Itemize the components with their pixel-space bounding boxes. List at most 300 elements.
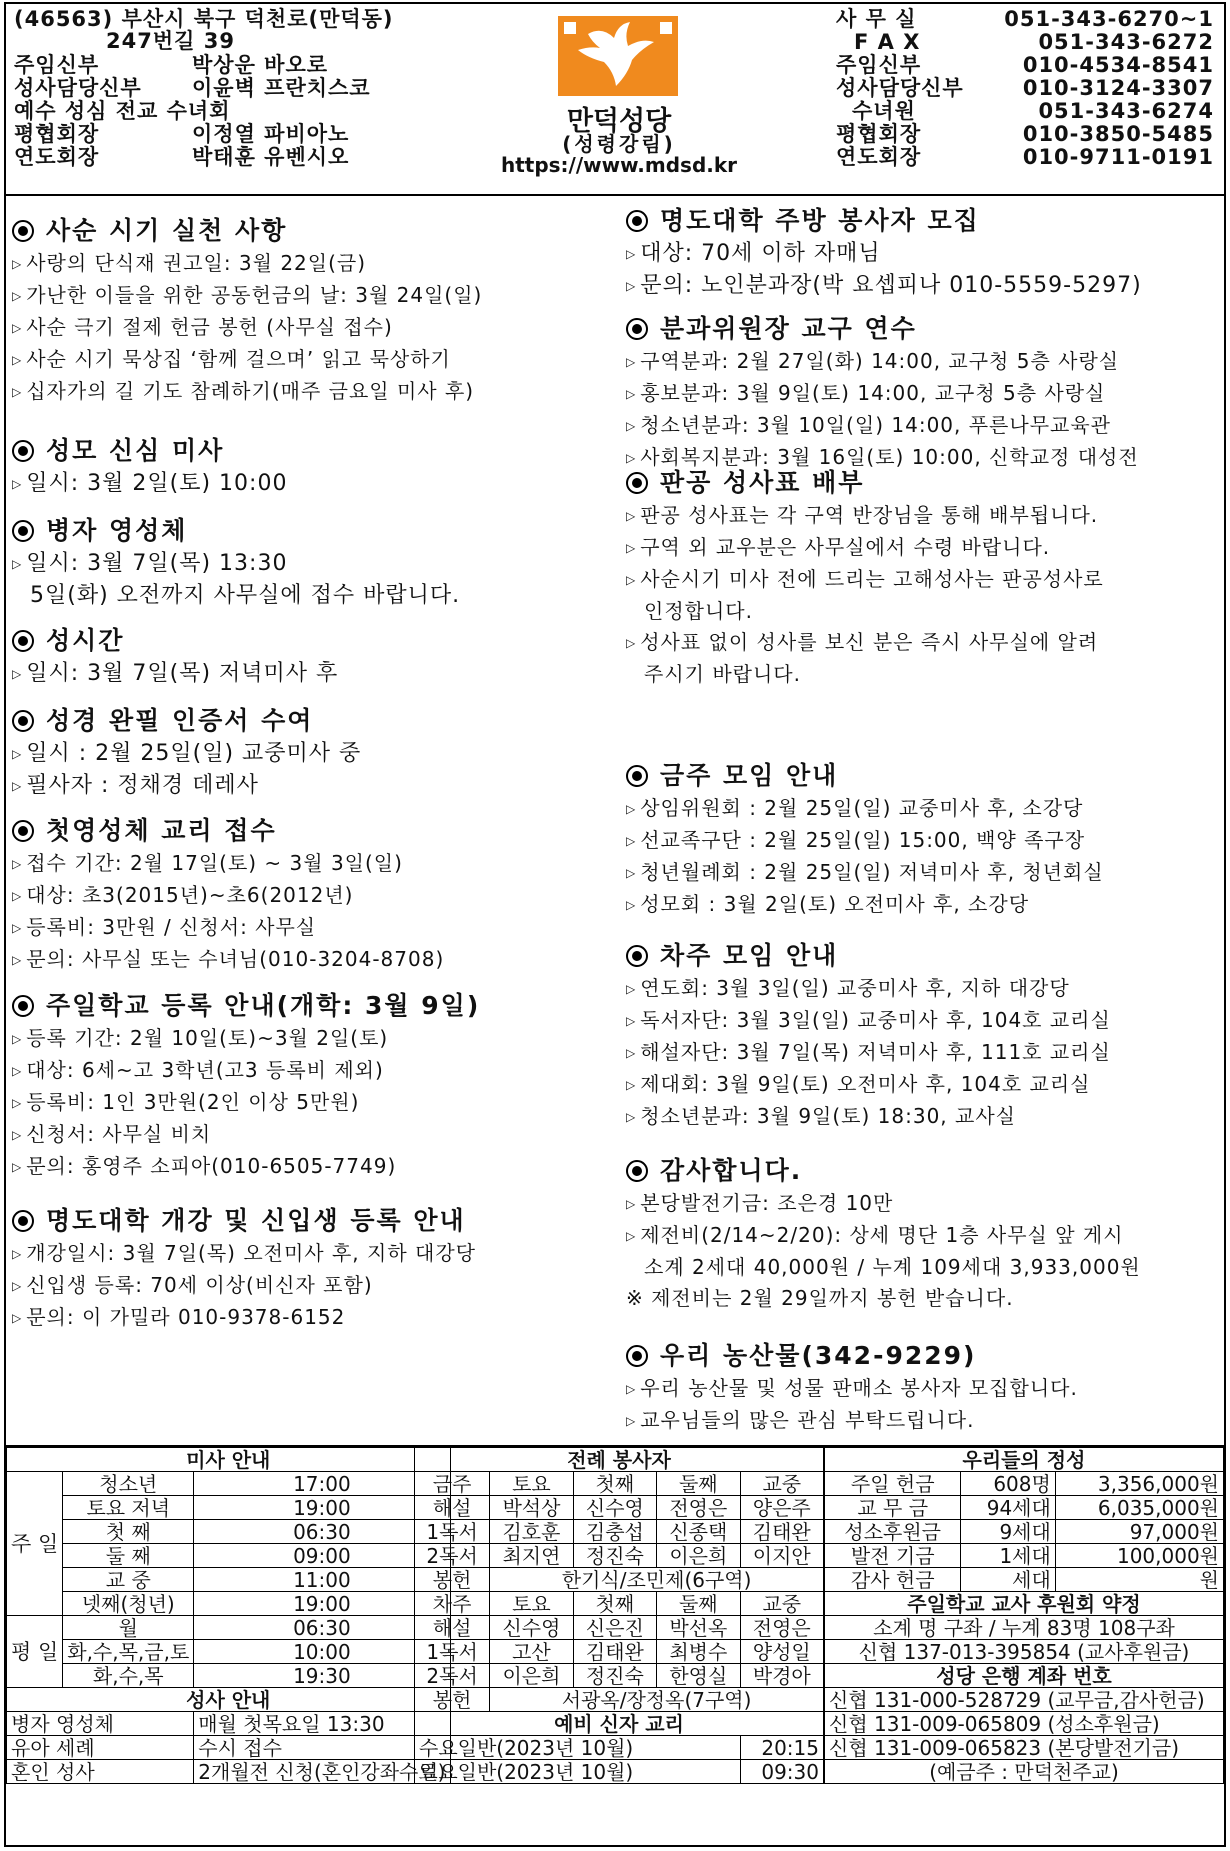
table-cell: 전영은 xyxy=(657,1496,740,1520)
section-sunday-school xyxy=(12,989,612,1183)
list-item-continued: 인정합니다. xyxy=(644,599,753,623)
table-cell: 토요 xyxy=(490,1592,573,1616)
weekday-label: 평 일 xyxy=(7,1616,63,1688)
section-title: 판공 성사표 배부 xyxy=(626,466,1224,500)
table-row xyxy=(7,1592,451,1616)
list-item-continued: 소계 2세대 40,000원 / 누계 109세대 3,933,000원 xyxy=(644,1255,1141,1279)
section-title: 감사합니다. xyxy=(626,1154,1224,1188)
bulletin-header xyxy=(6,4,1224,196)
list-item: ▷ 등록비: 3만원 / 신청서: 사무실 xyxy=(12,915,317,939)
triangle-icon: ▷ xyxy=(626,419,637,433)
list-item: ▷ 독서자단: 3월 3일(일) 교중미사 후, 104호 교리실 xyxy=(626,1008,1111,1032)
triangle-icon: ▷ xyxy=(626,573,637,587)
triangle-icon: ▷ xyxy=(12,889,23,903)
contact-phone-2: 010-4534-8541 xyxy=(1022,53,1214,77)
table-cell: 19:00 xyxy=(194,1592,450,1616)
triangle-icon: ▷ xyxy=(12,1160,23,1174)
staff-name-0: 박상운 바오로 xyxy=(192,53,329,77)
contact-label-1: F A X xyxy=(854,30,921,54)
section-bullet-icon xyxy=(12,520,34,542)
section-committee-training xyxy=(626,312,1224,474)
section-title: 사순 시기 실천 사항 xyxy=(12,214,612,248)
triangle-icon: ▷ xyxy=(626,1197,637,1211)
list-item: ▷ 구역 외 교우분은 사무실에서 수령 바랍니다. xyxy=(626,535,1051,559)
triangle-icon: ▷ xyxy=(12,1311,23,1325)
triangle-icon: ▷ xyxy=(12,1247,23,1261)
table-cell: 김태완 xyxy=(573,1640,656,1664)
table-cell: 서광옥/장정옥(7구역) xyxy=(490,1688,824,1712)
staff-role-1: 성사담당신부 xyxy=(14,76,142,100)
list-item: ▷ 교우님들의 많은 관심 부탁드립니다. xyxy=(626,1408,975,1432)
table-row xyxy=(415,1664,824,1688)
table-row xyxy=(7,1472,451,1496)
list-item: ▷ 사회복지분과: 3월 16일(토) 10:00, 신학교정 대성전 xyxy=(626,445,1139,469)
table-cell: 1독서 xyxy=(415,1520,490,1544)
table-row xyxy=(7,1520,451,1544)
list-item: ▷ 개강일시: 3월 7일(목) 오전미사 후, 지하 대강당 xyxy=(12,1241,476,1265)
section-bullet-icon xyxy=(12,820,34,842)
parish-name: 만덕성당 xyxy=(566,106,672,137)
contact-label-5: 평협회장 xyxy=(836,122,922,146)
triangle-icon: ▷ xyxy=(12,321,23,335)
staff-role-4: 연도회장 xyxy=(14,145,100,169)
table-cell: 608명 xyxy=(961,1472,1055,1496)
triangle-icon: ▷ xyxy=(626,898,637,912)
triangle-icon: ▷ xyxy=(12,1128,23,1142)
contact-phone-6: 010-9711-0191 xyxy=(1022,145,1214,169)
list-item: ▷ 대상: 6세~고 3학년(고3 등록비 제외) xyxy=(12,1058,384,1082)
section-bullet-icon xyxy=(12,440,34,462)
table-cell: 교중 xyxy=(740,1472,823,1496)
triangle-icon: ▷ xyxy=(12,289,23,303)
section-myungdo-college xyxy=(12,1204,612,1334)
table-row xyxy=(7,1496,451,1520)
contact-phone-5: 010-3850-5485 xyxy=(1022,122,1214,146)
list-item: ▷ 청소년분과: 3월 10일(일) 14:00, 푸른나무교육관 xyxy=(626,413,1111,437)
table-cell: 청소년 xyxy=(63,1472,194,1496)
table-cell: 97,000원 xyxy=(1055,1520,1223,1544)
table-cell: 감사 헌금 xyxy=(825,1568,961,1592)
section-title: 명도대학 주방 봉사자 모집 xyxy=(626,204,1224,238)
section-title: 분과위원장 교구 연수 xyxy=(626,312,1224,346)
table-row xyxy=(7,1760,451,1784)
table-row xyxy=(825,1568,1224,1592)
address-line2: 247번길 39 xyxy=(106,29,235,53)
triangle-icon: ▷ xyxy=(626,982,637,996)
list-item: ▷ 상임위원회 : 2월 25일(일) 교중미사 후, 소강당 xyxy=(626,796,1084,820)
section-title: 성모 신심 미사 xyxy=(12,434,612,468)
table-cell: 신협 137-013-395854 (교사후원금) xyxy=(825,1640,1224,1664)
triangle-icon: ▷ xyxy=(626,636,637,650)
table-cell: 둘째 xyxy=(657,1592,740,1616)
staff-name-3: 이정열 파비아노 xyxy=(192,122,350,146)
list-item: ▷ 신입생 등록: 70세 이상(비신자 포함) xyxy=(12,1273,373,1297)
table-row xyxy=(415,1568,824,1592)
list-item: ▷ 우리 농산물 및 성물 판매소 봉사자 모집합니다. xyxy=(626,1376,1078,1400)
table-cell: 첫째 xyxy=(573,1592,656,1616)
table-cell: 해설 xyxy=(415,1496,490,1520)
address-line1: (46563) 부산시 북구 덕천로(만덕동) xyxy=(14,7,394,31)
triangle-icon: ▷ xyxy=(626,1414,637,1428)
table-row xyxy=(7,1640,451,1664)
table-cell: 성소후원금 xyxy=(825,1520,961,1544)
table-cell: 김충섭 xyxy=(573,1520,656,1544)
table-cell: 발전 기금 xyxy=(825,1544,961,1568)
offering-table xyxy=(824,1447,1224,1784)
table-cell: 금주 xyxy=(415,1472,490,1496)
table-row xyxy=(825,1496,1224,1520)
offering-table-title: 우리들의 정성 xyxy=(825,1448,1224,1472)
section-next-week-meetings xyxy=(626,939,1224,1133)
triangle-icon: ▷ xyxy=(626,1382,637,1396)
parish-logo xyxy=(558,16,678,96)
section-bullet-icon xyxy=(12,710,34,732)
triangle-icon: ▷ xyxy=(626,1046,637,1060)
catechumen-table-title: 예비 신자 교리 xyxy=(415,1712,824,1736)
table-cell: 11:00 xyxy=(194,1568,450,1592)
bulletin-page xyxy=(4,2,1226,1847)
table-cell: 고산 xyxy=(490,1640,573,1664)
triangle-icon: ▷ xyxy=(626,451,637,465)
table-row xyxy=(7,1664,451,1688)
list-item: ▷ 제대회: 3월 9일(토) 오전미사 후, 104호 교리실 xyxy=(626,1072,1091,1096)
table-cell: 10:00 xyxy=(194,1640,450,1664)
triangle-icon: ▷ xyxy=(626,1014,637,1028)
table-cell: 2독서 xyxy=(415,1544,490,1568)
table-cell: 신협 131-009-065809 (성소후원금) xyxy=(825,1712,1224,1736)
sunday-label: 주 일 xyxy=(7,1472,63,1616)
table-cell: 차주 xyxy=(415,1592,490,1616)
section-this-week-meetings xyxy=(626,759,1224,921)
table-cell: 3,356,000원 xyxy=(1055,1472,1223,1496)
section-kitchen-volunteers xyxy=(626,204,1224,302)
table-cell: 세대 xyxy=(961,1568,1055,1592)
triangle-icon: ▷ xyxy=(12,953,23,967)
section-bullet-icon xyxy=(626,1160,648,1182)
triangle-icon: ▷ xyxy=(12,1032,23,1046)
section-holy-hour xyxy=(12,624,612,690)
table-cell: 1독서 xyxy=(415,1640,490,1664)
table-cell: 최병수 xyxy=(657,1640,740,1664)
parish-subtitle: (성령강림) xyxy=(562,132,676,156)
table-cell: 주일 헌금 xyxy=(825,1472,961,1496)
list-item: ▷ 사순 극기 절제 헌금 봉헌 (사무실 접수) xyxy=(12,315,393,339)
table-row xyxy=(7,1616,451,1640)
table-cell: 신수영 xyxy=(490,1616,573,1640)
table-row xyxy=(7,1736,451,1760)
table-cell: 수시 접수 xyxy=(194,1736,450,1760)
section-bullet-icon xyxy=(12,995,34,1017)
list-item-continued: 주시기 바랍니다. xyxy=(644,662,801,686)
triangle-icon: ▷ xyxy=(12,747,23,761)
mass-schedule-table xyxy=(6,1447,451,1784)
triangle-icon: ▷ xyxy=(12,353,23,367)
table-cell: 박석상 xyxy=(490,1496,573,1520)
table-cell: 한기식/조민제(6구역) xyxy=(490,1568,824,1592)
triangle-icon: ▷ xyxy=(12,1096,23,1110)
table-cell: 수요일반(2023년 10월) xyxy=(415,1736,741,1760)
table-cell: 소계 명 구좌 / 누계 83명 108구좌 xyxy=(825,1616,1224,1640)
table-row xyxy=(415,1760,824,1784)
table-cell: 혼인 성사 xyxy=(7,1760,194,1784)
table-row xyxy=(825,1736,1224,1760)
section-marian-mass xyxy=(12,434,612,500)
table-row xyxy=(415,1544,824,1568)
table-cell: 둘째 xyxy=(657,1472,740,1496)
list-item: ▷ 등록 기간: 2월 10일(토)~3월 2일(토) xyxy=(12,1026,389,1050)
section-title: 차주 모임 안내 xyxy=(626,939,1224,973)
table-cell: 양성일 xyxy=(740,1640,823,1664)
table-cell: 94세대 xyxy=(961,1496,1055,1520)
triangle-icon: ▷ xyxy=(12,1279,23,1293)
list-item: ▷ 본당발전기금: 조은경 10만 xyxy=(626,1191,894,1215)
section-bullet-icon xyxy=(626,210,648,232)
list-item: ▷ 성사표 없이 성사를 보신 분은 즉시 사무실에 알려 xyxy=(626,630,1099,654)
liturgy-table-title: 전례 봉사자 xyxy=(415,1448,824,1472)
table-row xyxy=(825,1712,1224,1736)
table-cell: 100,000원 xyxy=(1055,1544,1223,1568)
triangle-icon: ▷ xyxy=(626,355,637,369)
section-bullet-icon xyxy=(12,630,34,652)
triangle-icon: ▷ xyxy=(12,557,23,571)
table-row xyxy=(825,1472,1224,1496)
table-cell: 한영실 xyxy=(657,1664,740,1688)
table-row xyxy=(415,1688,824,1712)
table-row xyxy=(415,1496,824,1520)
list-item: ▷ 제전비(2/14~2/20): 상세 명단 1층 사무실 앞 게시 xyxy=(626,1223,1124,1247)
section-title: 주일학교 등록 안내(개학: 3월 9일) xyxy=(12,989,612,1023)
list-item: ▷ 일시: 3월 7일(목) 저녁미사 후 xyxy=(12,661,339,686)
list-item-continued: 5일(화) 오전까지 사무실에 접수 바랍니다. xyxy=(30,583,461,608)
staff-role-2: 예수 성심 전교 수녀회 xyxy=(14,99,231,123)
table-row xyxy=(7,1544,451,1568)
bank-account-title: 성당 은행 계좌 번호 xyxy=(825,1664,1224,1688)
list-item: ▷ 연도회: 3월 3일(일) 교중미사 후, 지하 대강당 xyxy=(626,976,1070,1000)
list-item: ▷ 청소년분과: 3월 9일(토) 18:30, 교사실 xyxy=(626,1104,1016,1128)
table-cell: 신협 131-000-528729 (교무금,감사헌금) xyxy=(825,1688,1224,1712)
sacrament-table-title: 성사 안내 xyxy=(7,1688,451,1712)
list-item: ▷ 문의: 노인분과장(박 요셉피나 010-5559-5297) xyxy=(626,273,1142,298)
section-bullet-icon xyxy=(626,1345,648,1367)
section-title: 병자 영성체 xyxy=(12,514,612,548)
table-row xyxy=(7,1568,451,1592)
contact-label-0: 사 무 실 xyxy=(836,7,917,31)
table-row xyxy=(7,1712,451,1736)
table-cell: 박선옥 xyxy=(657,1616,740,1640)
table-cell: 신협 131-009-065823 (본당발전기금) xyxy=(825,1736,1224,1760)
table-row xyxy=(825,1520,1224,1544)
table-cell: 19:30 xyxy=(194,1664,450,1688)
section-bullet-icon xyxy=(12,1210,34,1232)
list-item: ▷ 일시: 3월 7일(목) 13:30 xyxy=(12,551,288,576)
table-cell: 09:30 xyxy=(740,1760,823,1784)
section-lent-practice xyxy=(12,214,612,408)
table-cell: 09:00 xyxy=(194,1544,450,1568)
table-header-row xyxy=(415,1472,824,1496)
list-item: ▷ 선교족구단 : 2월 25일(일) 15:00, 백양 족구장 xyxy=(626,828,1086,852)
parish-url[interactable]: https://www.mdsd.kr xyxy=(500,153,738,177)
table-cell: 월 xyxy=(63,1616,194,1640)
section-title: 성시간 xyxy=(12,624,612,658)
list-item: ▷ 사순시기 미사 전에 드리는 고해성사는 판공성사로 xyxy=(626,567,1104,591)
table-cell: 06:30 xyxy=(194,1616,450,1640)
section-bullet-icon xyxy=(12,220,34,242)
mass-table-title: 미사 안내 xyxy=(7,1448,451,1472)
staff-role-3: 평협회장 xyxy=(14,122,100,146)
section-bullet-icon xyxy=(626,945,648,967)
list-item: ▷ 신청서: 사무실 비치 xyxy=(12,1122,212,1146)
table-cell: 신은진 xyxy=(573,1616,656,1640)
triangle-icon: ▷ xyxy=(626,1110,637,1124)
list-item: ▷ 성모회 : 3월 2일(토) 오전미사 후, 소강당 xyxy=(626,892,1030,916)
table-cell: 19:00 xyxy=(194,1496,450,1520)
triangle-icon: ▷ xyxy=(626,279,637,293)
table-cell: 넷째(청년) xyxy=(63,1592,194,1616)
triangle-icon: ▷ xyxy=(626,541,637,555)
table-row xyxy=(415,1616,824,1640)
staff-role-0: 주임신부 xyxy=(14,53,100,77)
list-item: ▷ 문의: 이 가밀라 010-9378-6152 xyxy=(12,1305,346,1329)
table-row xyxy=(415,1520,824,1544)
list-item: ▷ 문의: 홍영주 소피아(010-6505-7749) xyxy=(12,1154,397,1178)
table-cell: (예금주 : 만덕천주교) xyxy=(825,1760,1224,1784)
triangle-icon: ▷ xyxy=(626,866,637,880)
list-item: ▷ 문의: 사무실 또는 수녀님(010-3204-8708) xyxy=(12,947,445,971)
triangle-icon: ▷ xyxy=(12,857,23,871)
section-title: 성경 완필 인증서 수여 xyxy=(12,704,612,738)
list-item: ▷ 등록비: 1인 3만원(2인 이상 5만원) xyxy=(12,1090,360,1114)
table-cell: 봉헌 xyxy=(415,1688,490,1712)
section-confession-card xyxy=(626,466,1224,690)
triangle-icon: ▷ xyxy=(626,1229,637,1243)
table-cell: 첫 째 xyxy=(63,1520,194,1544)
table-cell: 양은주 xyxy=(740,1496,823,1520)
table-cell: 정진숙 xyxy=(573,1664,656,1688)
triangle-icon: ▷ xyxy=(626,387,637,401)
table-cell: 교 중 xyxy=(63,1568,194,1592)
section-bullet-icon xyxy=(626,318,648,340)
table-row xyxy=(825,1544,1224,1568)
list-item: ▷ 필사자 : 정채경 데레사 xyxy=(12,773,259,798)
table-header-row xyxy=(415,1592,824,1616)
table-cell: 봉헌 xyxy=(415,1568,490,1592)
triangle-icon: ▷ xyxy=(626,834,637,848)
list-item: ▷ 십자가의 길 기도 참례하기(매주 금요일 미사 후) xyxy=(12,379,475,403)
section-first-communion xyxy=(12,814,612,976)
section-title: 첫영성체 교리 접수 xyxy=(12,814,612,848)
section-title: 명도대학 개강 및 신입생 등록 안내 xyxy=(12,1204,612,1238)
list-item: ▷ 가난한 이들을 위한 공동헌금의 날: 3월 24일(일) xyxy=(12,283,483,307)
triangle-icon: ▷ xyxy=(626,509,637,523)
section-title: 우리 농산물(342-9229) xyxy=(626,1339,1224,1373)
table-cell: 이은희 xyxy=(657,1544,740,1568)
table-cell: 병자 영성체 xyxy=(7,1712,194,1736)
table-row xyxy=(825,1616,1224,1640)
contact-label-4: 수녀원 xyxy=(852,99,916,123)
contact-label-3: 성사담당신부 xyxy=(836,76,964,100)
table-cell: 화,수,목 xyxy=(63,1664,194,1688)
table-cell: 신수영 xyxy=(573,1496,656,1520)
list-item: ▷ 청년월례회 : 2월 25일(일) 저녁미사 후, 청년회실 xyxy=(626,860,1104,884)
triangle-icon: ▷ xyxy=(12,385,23,399)
section-bible-copy-award xyxy=(12,704,612,802)
table-cell: 17:00 xyxy=(194,1472,450,1496)
list-item: ▷ 일시 : 2월 25일(일) 교중미사 중 xyxy=(12,741,362,766)
section-title: 금주 모임 안내 xyxy=(626,759,1224,793)
note: ※ 제전비는 2월 29일까지 봉헌 받습니다. xyxy=(626,1286,1014,1310)
table-cell: 원 xyxy=(1055,1568,1223,1592)
table-cell: 해설 xyxy=(415,1616,490,1640)
contact-label-6: 연도회장 xyxy=(836,145,922,169)
contact-label-2: 주임신부 xyxy=(836,53,922,77)
table-row xyxy=(825,1760,1224,1784)
table-cell: 9세대 xyxy=(961,1520,1055,1544)
list-item: ▷ 사순 시기 묵상집 ‘함께 걸으며’ 읽고 묵상하기 xyxy=(12,347,451,371)
table-cell: 김호훈 xyxy=(490,1520,573,1544)
table-cell: 이지안 xyxy=(740,1544,823,1568)
list-item: ▷ 접수 기간: 2월 17일(토) ~ 3월 3일(일) xyxy=(12,851,403,875)
table-row xyxy=(415,1736,824,1760)
list-item: ▷ 해설자단: 3월 7일(목) 저녁미사 후, 111호 교리실 xyxy=(626,1040,1111,1064)
table-cell: 정진숙 xyxy=(573,1544,656,1568)
triangle-icon: ▷ xyxy=(12,667,23,681)
section-thanks xyxy=(626,1154,1224,1314)
triangle-icon: ▷ xyxy=(12,1064,23,1078)
table-cell: 김태완 xyxy=(740,1520,823,1544)
table-cell: 둘 째 xyxy=(63,1544,194,1568)
list-item: ▷ 홍보분과: 3월 9일(토) 14:00, 교구청 5층 사랑실 xyxy=(626,381,1106,405)
list-item: ▷ 판공 성사표는 각 구역 반장님을 통해 배부됩니다. xyxy=(626,503,1099,527)
table-row xyxy=(825,1640,1224,1664)
table-cell: 2개월전 신청(혼인강좌수료) xyxy=(194,1760,450,1784)
table-cell: 토요 저녁 xyxy=(63,1496,194,1520)
table-cell: 교중 xyxy=(740,1592,823,1616)
table-cell: 전영은 xyxy=(740,1616,823,1640)
triangle-icon: ▷ xyxy=(12,257,23,271)
list-item: ▷ 대상: 초3(2015년)~초6(2012년) xyxy=(12,883,354,907)
triangle-icon: ▷ xyxy=(12,921,23,935)
triangle-icon: ▷ xyxy=(12,477,23,491)
bottom-tables xyxy=(6,1445,1224,1845)
table-cell: 이은희 xyxy=(490,1664,573,1688)
table-cell: 06:30 xyxy=(194,1520,450,1544)
triangle-icon: ▷ xyxy=(626,1078,637,1092)
table-row xyxy=(825,1688,1224,1712)
contact-phone-4: 051-343-6274 xyxy=(1038,99,1214,123)
teacher-support-title: 주일학교 교사 후원회 약정 xyxy=(825,1592,1224,1616)
staff-name-1: 이윤벽 프란치스코 xyxy=(192,76,371,100)
list-item: ▷ 대상: 70세 이하 자매님 xyxy=(626,241,881,266)
contact-phone-3: 010-3124-3307 xyxy=(1022,76,1214,100)
table-cell: 신종택 xyxy=(657,1520,740,1544)
staff-name-4: 박태훈 유벤시오 xyxy=(192,145,350,169)
section-local-produce xyxy=(626,1339,1224,1437)
section-sick-communion xyxy=(12,514,612,612)
triangle-icon: ▷ xyxy=(626,802,637,816)
table-cell: 박경아 xyxy=(740,1664,823,1688)
table-cell: 2독서 xyxy=(415,1664,490,1688)
table-cell: 6,035,000원 xyxy=(1055,1496,1223,1520)
table-cell: 1세대 xyxy=(961,1544,1055,1568)
table-cell: 일요일반(2023년 10월) xyxy=(415,1760,741,1784)
table-cell: 교 무 금 xyxy=(825,1496,961,1520)
list-item: ▷ 일시: 3월 2일(토) 10:00 xyxy=(12,471,288,496)
section-bullet-icon xyxy=(626,472,648,494)
table-cell: 최지연 xyxy=(490,1544,573,1568)
list-item: ▷ 사랑의 단식재 권고일: 3월 22일(금) xyxy=(12,251,367,275)
table-cell: 토요 xyxy=(490,1472,573,1496)
table-cell: 화,수,목,금,토 xyxy=(63,1640,194,1664)
